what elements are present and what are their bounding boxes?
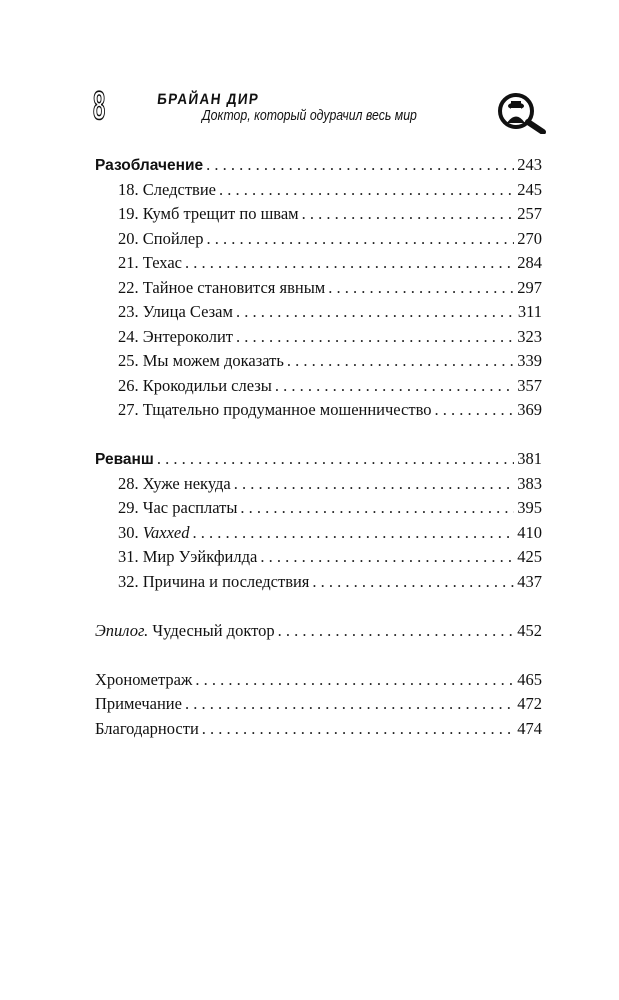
dot-leader bbox=[157, 449, 514, 469]
chapter-number: 32. bbox=[118, 571, 139, 591]
chapter-title: Техас bbox=[142, 253, 182, 272]
dot-leader bbox=[219, 180, 514, 200]
chapter-number: 27. bbox=[118, 400, 139, 419]
toc-entry-title bbox=[118, 498, 237, 518]
toc-page-number: 284 bbox=[517, 253, 542, 272]
dot-leader bbox=[202, 719, 514, 739]
chapter-title: Мир Уэйкфилда bbox=[142, 547, 258, 566]
chapter-number: 25. bbox=[118, 351, 139, 370]
toc-entry-title bbox=[118, 474, 231, 494]
toc-page-number: 425 bbox=[517, 547, 542, 566]
dot-leader bbox=[206, 155, 514, 175]
toc-entry-title bbox=[118, 253, 182, 273]
chapter-title: Крокодильи слезы bbox=[142, 375, 272, 395]
toc-part-heading[interactable] bbox=[95, 155, 542, 180]
toc-entry-title bbox=[95, 694, 182, 714]
chapter-number: 18. bbox=[118, 179, 139, 199]
chapter-number: 31. bbox=[118, 547, 139, 566]
toc-page-number: 410 bbox=[517, 522, 542, 542]
dot-leader bbox=[435, 400, 515, 420]
toc-back-matter-row[interactable] bbox=[95, 694, 542, 719]
chapter-title: Кумб трещит по швам bbox=[142, 204, 299, 223]
toc-part-title: Разоблачение bbox=[95, 157, 204, 174]
dot-leader bbox=[195, 670, 514, 690]
toc-back-matter-row[interactable] bbox=[95, 719, 542, 744]
chapter-title: Хуже некуда bbox=[142, 473, 231, 493]
dot-leader bbox=[287, 351, 514, 371]
toc-page-number: 297 bbox=[517, 277, 542, 297]
chapter-title: Улица Сезам bbox=[142, 302, 233, 321]
toc-chapter-row[interactable] bbox=[95, 302, 542, 327]
toc-entry-title bbox=[118, 278, 325, 298]
chapter-number: 23. bbox=[118, 302, 139, 321]
dot-leader bbox=[312, 572, 514, 592]
chapter-number: 24. bbox=[118, 326, 139, 346]
chapter-title: Спойлер bbox=[142, 228, 204, 248]
toc-entry-title bbox=[118, 229, 203, 249]
toc-page-number: 257 bbox=[517, 204, 542, 223]
toc-page-number: 395 bbox=[517, 498, 542, 517]
chapter-title: Причина и последствия bbox=[142, 571, 310, 591]
toc-entry-title bbox=[118, 572, 309, 592]
chapter-title: Час расплаты bbox=[142, 498, 238, 517]
page-number: 8 bbox=[93, 84, 106, 128]
toc-entry-title bbox=[95, 621, 275, 641]
toc-page-number: 465 bbox=[517, 669, 542, 689]
dot-leader bbox=[185, 694, 514, 714]
chapter-number: 30. bbox=[118, 522, 139, 542]
chapter-title: Примечание bbox=[95, 694, 182, 713]
toc-page-number: 369 bbox=[517, 400, 542, 419]
chapter-number: 21. bbox=[118, 253, 139, 272]
dot-leader bbox=[185, 253, 514, 273]
dot-leader bbox=[278, 621, 515, 641]
dot-leader bbox=[328, 278, 514, 298]
toc-chapter-row[interactable] bbox=[95, 327, 542, 352]
toc-chapter-row[interactable] bbox=[95, 474, 542, 499]
toc-page-number: 472 bbox=[517, 694, 542, 713]
toc-entry-title bbox=[118, 180, 216, 200]
chapter-title: Тщательно продуманное мошенничество bbox=[142, 400, 432, 419]
author-name: БРАЙАН ДИР bbox=[156, 91, 261, 108]
dot-leader bbox=[236, 327, 514, 347]
toc-chapter-row[interactable] bbox=[95, 351, 542, 376]
toc-chapter-row[interactable] bbox=[95, 400, 542, 425]
table-of-contents bbox=[95, 155, 542, 743]
dot-leader bbox=[302, 204, 515, 224]
toc-chapter-row[interactable] bbox=[95, 204, 542, 229]
dot-leader bbox=[206, 229, 514, 249]
toc-entry-title bbox=[95, 719, 199, 739]
book-title: Доктор, который одурачил весь мир bbox=[202, 107, 417, 124]
toc-chapter-row[interactable] bbox=[95, 180, 542, 205]
dot-leader bbox=[275, 376, 514, 396]
chapter-number: 26. bbox=[118, 375, 139, 395]
toc-entry-title bbox=[118, 351, 284, 371]
toc-chapter-row[interactable] bbox=[95, 572, 542, 597]
dot-leader bbox=[236, 302, 515, 322]
toc-page-number: 437 bbox=[517, 571, 542, 591]
toc-page-number: 323 bbox=[517, 326, 542, 346]
chapter-title: Тайное становится явным bbox=[142, 277, 326, 297]
chapter-title: Хронометраж bbox=[95, 669, 193, 689]
chapter-title: Мы можем доказать bbox=[142, 351, 284, 370]
chapter-title: Энтероколит bbox=[142, 326, 233, 346]
running-head bbox=[156, 91, 417, 124]
toc-chapter-row[interactable] bbox=[95, 229, 542, 254]
toc-chapter-row[interactable] bbox=[95, 547, 542, 572]
toc-page-number: 474 bbox=[517, 718, 542, 738]
dot-leader bbox=[234, 474, 515, 494]
toc-chapter-row[interactable] bbox=[95, 253, 542, 278]
toc-part-heading[interactable] bbox=[95, 449, 542, 474]
toc-page-number: 381 bbox=[517, 449, 542, 468]
toc-chapter-row[interactable] bbox=[95, 498, 542, 523]
chapter-title: Благодарности bbox=[95, 718, 199, 738]
chapter-number: 20. bbox=[118, 228, 139, 248]
detective-magnifier-icon bbox=[497, 92, 549, 134]
toc-entry-title bbox=[118, 400, 432, 420]
toc-entry-title bbox=[118, 327, 233, 347]
dot-leader bbox=[192, 523, 514, 543]
chapter-number: 22. bbox=[118, 277, 139, 297]
dot-leader bbox=[260, 547, 514, 567]
chapter-number: 19. bbox=[118, 204, 139, 223]
dot-leader bbox=[240, 498, 514, 518]
toc-entry-title bbox=[118, 302, 233, 322]
toc-chapter-row[interactable] bbox=[95, 278, 542, 303]
epilogue-title: Чудесный доктор bbox=[152, 620, 275, 640]
toc-chapter-row[interactable] bbox=[95, 523, 542, 548]
toc-page-number: 311 bbox=[517, 302, 542, 321]
toc-entry-title bbox=[118, 547, 257, 567]
toc-entry-title bbox=[118, 376, 272, 396]
toc-chapter-row[interactable] bbox=[95, 376, 542, 401]
toc-page-number: 339 bbox=[517, 351, 542, 370]
chapter-number: 29. bbox=[118, 498, 139, 517]
toc-page-number: 357 bbox=[517, 375, 542, 395]
chapter-title: Vaxxed bbox=[142, 522, 190, 542]
toc-back-matter-row[interactable] bbox=[95, 670, 542, 695]
toc-page-number: 270 bbox=[517, 228, 542, 248]
toc-page-number: 383 bbox=[517, 473, 542, 493]
toc-epilogue[interactable] bbox=[95, 621, 542, 646]
chapter-title: Следствие bbox=[142, 179, 216, 199]
toc-page-number: 245 bbox=[517, 179, 542, 199]
epilogue-label: Эпилог. bbox=[95, 620, 149, 640]
chapter-number: 28. bbox=[118, 473, 139, 493]
toc-part-title: Реванш bbox=[95, 451, 154, 468]
toc-entry-title bbox=[118, 204, 299, 224]
toc-entry-title bbox=[118, 523, 189, 543]
toc-page-number: 452 bbox=[517, 620, 542, 640]
toc-entry-title bbox=[95, 670, 192, 690]
toc-page-number: 243 bbox=[517, 155, 542, 174]
